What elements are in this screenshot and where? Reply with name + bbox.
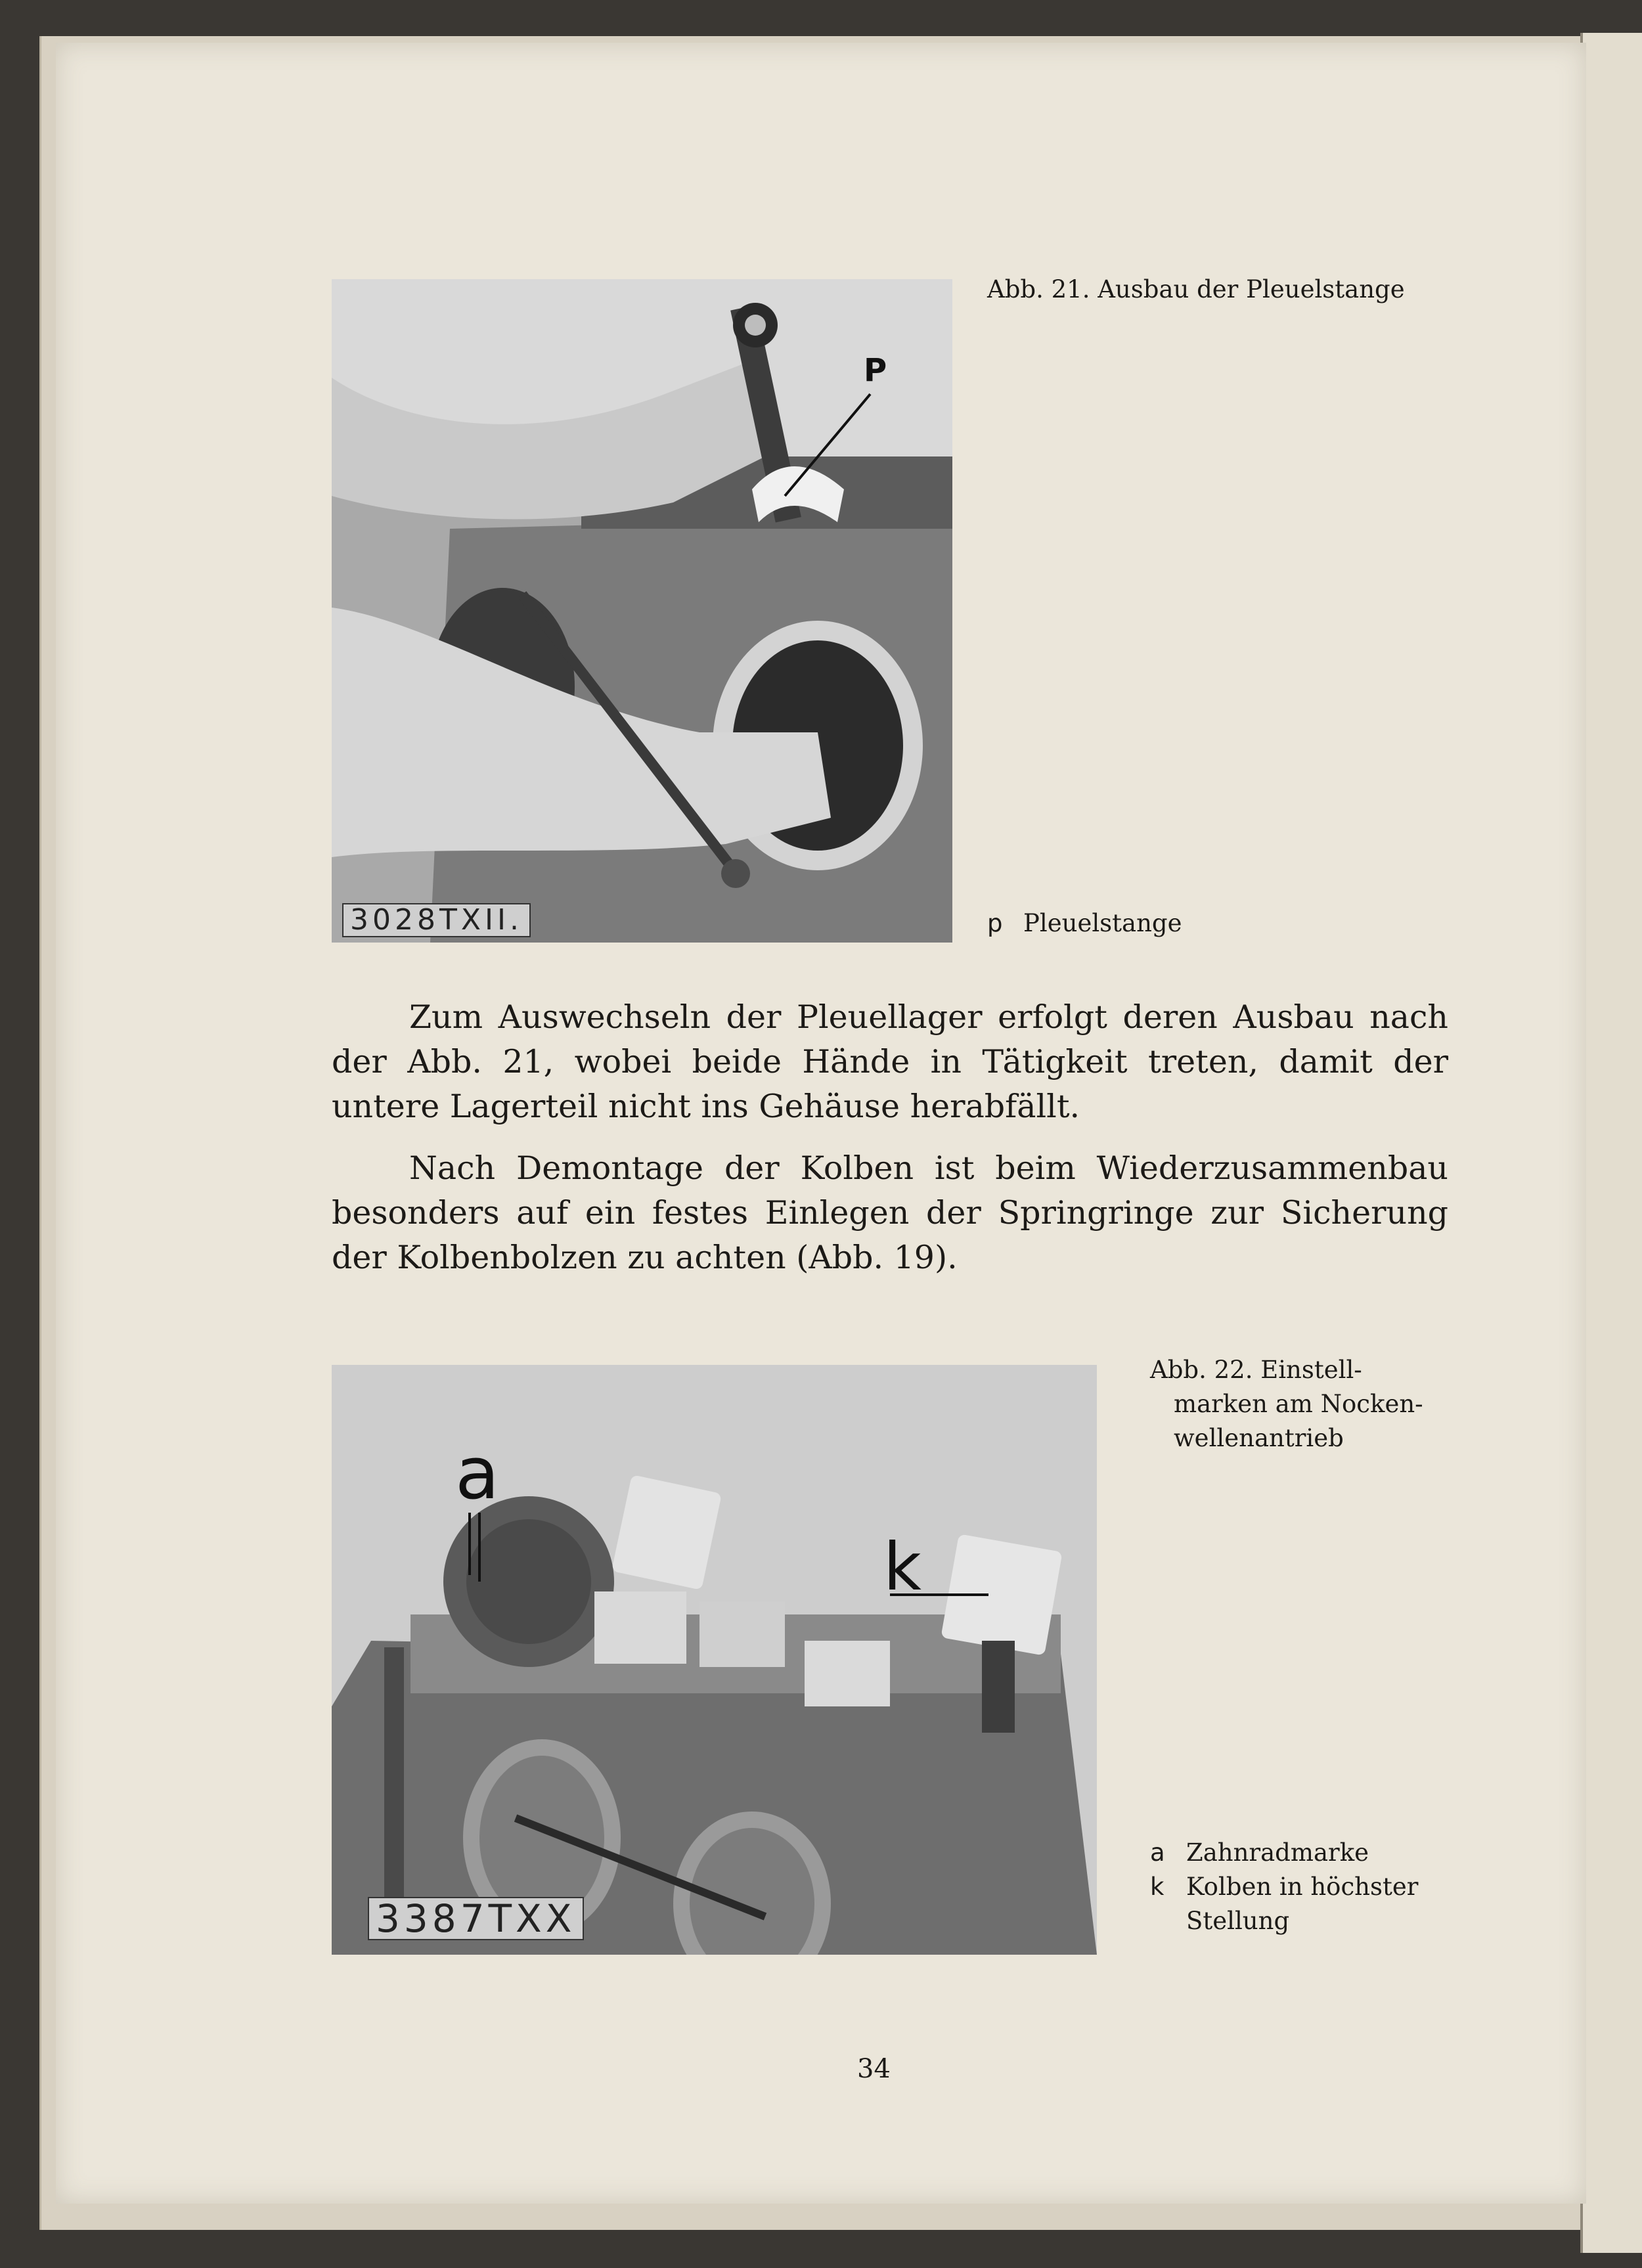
figure-22-pointer-letter-a: a — [455, 1431, 500, 1515]
legend-key: p — [987, 909, 1003, 937]
body-paragraph-1 — [332, 995, 1448, 1129]
legend-item — [987, 906, 1286, 941]
legend-key: k — [1150, 1873, 1165, 1901]
legend-item — [1150, 1870, 1449, 1904]
figure-21-caption: Abb. 21. Ausbau der Pleuelstange — [987, 275, 1405, 303]
figure-21-legend — [987, 906, 1286, 941]
figure-22-pointer-letter-k: k — [883, 1528, 921, 1605]
body-paragraph-2 — [332, 1146, 1448, 1280]
legend-item — [1150, 1904, 1449, 1938]
figure-21-negative-number: 3028TXII. — [342, 903, 531, 937]
figure-22-legend — [1150, 1836, 1449, 1938]
legend-text: Zahnradmarke — [1186, 1838, 1369, 1867]
legend-text: Pleuelstange — [1023, 909, 1182, 937]
figure-21-photo — [332, 279, 952, 943]
figure-21-illustration — [332, 279, 952, 943]
facing-page-edge — [1580, 33, 1642, 2253]
caption-line: marken am Nocken- — [1174, 1390, 1423, 1418]
legend-text: Kolben in höchster — [1186, 1873, 1419, 1901]
figure-22-illustration — [332, 1365, 1097, 1955]
page-number: 34 — [857, 2054, 891, 2084]
figure-21-pointer-letter: P — [864, 352, 887, 389]
legend-text: Stellung — [1186, 1907, 1290, 1935]
figure-22-caption — [1150, 1353, 1439, 1456]
paragraph-text: Nach Demontage der Kolben ist beim Wiederzusammenbau besonders auf ein festes Einlegen der Springringe zur Sicherung der Kolbenbolzen zu achten (Abb. 19). — [332, 1149, 1448, 1276]
figure-22-photo — [332, 1365, 1097, 1955]
paragraph-text: Zum Auswechseln der Pleuellager erfolgt deren Ausbau nach der Abb. 21, wobei beide Hände in Tätigkeit treten, damit der untere Lagerteil nicht ins Gehäuse herabfällt. — [332, 998, 1448, 1125]
caption-line: Abb. 22. Einstell- — [1150, 1356, 1362, 1384]
legend-item — [1150, 1836, 1449, 1870]
legend-key — [1150, 1904, 1186, 1938]
book-page — [56, 43, 1586, 2204]
figure-22-negative-number: 3387TXX — [368, 1897, 584, 1940]
legend-key: a — [1150, 1838, 1165, 1867]
caption-line: wellenantrieb — [1174, 1424, 1344, 1452]
